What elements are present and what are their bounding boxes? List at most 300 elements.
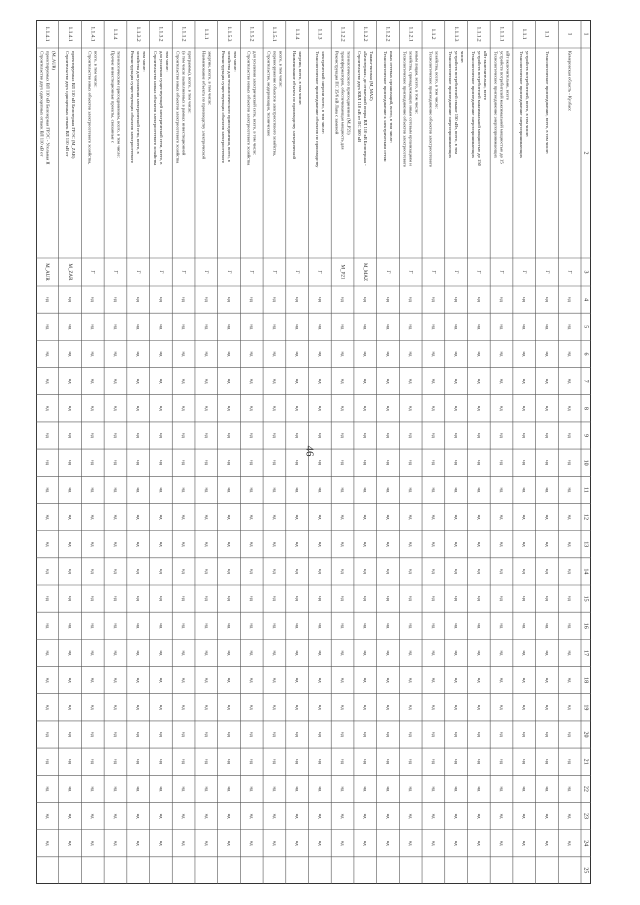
row-number: 1.1.4 — [293, 28, 300, 40]
row-name-line: Технологическое присоединение энергопринимающих — [493, 51, 499, 159]
row-number: 1.1.2.2 — [362, 26, 369, 42]
row-value: нд — [136, 460, 142, 466]
row-value: нд — [45, 813, 51, 819]
row-value: нд — [340, 623, 346, 629]
row-name-line: Тяжин-тяговая (М_МАZ) — [369, 51, 375, 101]
row-value: нд — [158, 378, 164, 384]
row-value: нд — [522, 759, 528, 765]
row-value: нд — [317, 351, 323, 357]
row-value: нд — [317, 677, 323, 683]
row-number: 1.1.5.3 — [225, 26, 232, 42]
row-value: нд — [295, 569, 301, 574]
row-value: нд — [522, 786, 528, 792]
row-value: нд — [408, 405, 414, 411]
header-cell: 25 — [582, 867, 589, 874]
row-name — [176, 51, 193, 163]
row-value: нд — [317, 623, 323, 629]
row-value: нд — [90, 487, 96, 493]
row-value: нд — [181, 840, 187, 846]
row-name-line: Прочие инвестиционные проекты, связанные с — [110, 51, 116, 143]
row-value: нд — [226, 596, 232, 601]
row-number: 1.1.2 — [430, 28, 437, 40]
row-value: нд — [454, 786, 460, 792]
row-value: нд — [226, 324, 232, 330]
row-value: нд — [431, 677, 437, 683]
row-value: нд — [385, 813, 391, 819]
row-value: нд — [317, 541, 323, 547]
row-value: нд — [249, 351, 255, 357]
row-value: нд — [454, 732, 460, 737]
row-value: нд — [544, 460, 550, 466]
row-value: нд — [158, 732, 164, 737]
row-value: нд — [158, 569, 164, 574]
row-value: нд — [499, 324, 505, 330]
row-value: нд — [113, 351, 119, 357]
row-code: Г — [407, 270, 413, 274]
row-value: нд — [544, 541, 550, 547]
row-value: нд — [385, 514, 391, 520]
row-value: нд — [272, 732, 278, 737]
row-value: нд — [136, 596, 142, 601]
row-value: нд — [567, 623, 573, 629]
row-name — [357, 51, 374, 166]
row-value: нд — [363, 650, 369, 656]
row-code: М_АUR — [44, 263, 50, 281]
row-value: нд — [567, 324, 573, 330]
row-value: нд — [476, 405, 482, 411]
row-value: нд — [181, 650, 187, 656]
row-value: нд — [226, 569, 232, 574]
row-value: нд — [499, 378, 505, 384]
row-value: нд — [181, 378, 187, 384]
row-value: нд — [454, 813, 460, 819]
row-value: нд — [454, 840, 460, 846]
row-value: нд — [204, 433, 210, 438]
row-name-line: Строительство двух одноцепных отпаек ВЛ 110 кВ от — [65, 51, 70, 157]
row-value: нд — [181, 541, 187, 547]
row-value: нд — [68, 677, 73, 683]
row-value: нд — [499, 840, 505, 846]
row-value: нд — [431, 324, 437, 330]
header-cell: 5 — [582, 325, 589, 329]
row-value: нд — [340, 514, 346, 520]
row-value: нд — [249, 487, 255, 493]
row-code: Г — [157, 270, 163, 274]
row-value: нд — [363, 297, 369, 302]
row-name-line: (М_АUR) — [51, 51, 57, 71]
header-cell: 14 — [582, 568, 589, 575]
row-value: нд — [272, 677, 278, 683]
row-value: нд — [385, 405, 391, 411]
row-code: М_ZAR — [66, 263, 72, 281]
row-value: нд — [363, 623, 369, 629]
row-value: нд — [385, 786, 391, 792]
row-value: нд — [295, 704, 301, 710]
row-value: нд — [249, 324, 255, 330]
row-name-line: электрической энергии всего, в том числе: — [320, 51, 326, 134]
row-value: нд — [272, 596, 278, 601]
row-value: нд — [226, 677, 232, 683]
row-value: нд — [295, 677, 301, 683]
row-value: нд — [385, 433, 391, 438]
row-number: 1.1.1.2 — [475, 26, 482, 42]
row-value: нд — [90, 324, 96, 330]
row-value: нд — [385, 840, 391, 846]
row-value: нд — [499, 405, 505, 411]
row-value: нд — [454, 378, 460, 384]
row-value: нд — [272, 840, 278, 846]
rotated-table-page — [36, 20, 591, 884]
row-value: нд — [567, 541, 573, 547]
row-value: нд — [567, 433, 573, 438]
row-value: нд — [295, 732, 301, 737]
row-value: нд — [249, 813, 255, 819]
row-value: нд — [544, 677, 550, 683]
row-name-line: Строительство двух КВЛ 110 кВ от ПС 500 кВ — [357, 51, 363, 143]
row-value: нд — [454, 487, 460, 493]
row-value: нд — [90, 623, 96, 629]
row-value: нд — [567, 840, 573, 846]
row-value: нд — [68, 351, 73, 357]
row-value: нд — [544, 759, 550, 765]
row-value: нд — [454, 324, 460, 330]
row-value: нд — [181, 677, 187, 683]
row-code: Г — [316, 270, 322, 274]
row-value: нд — [499, 623, 505, 629]
row-value: нд — [204, 759, 210, 765]
row-name-line: Технологическое присоединение, всего, в том числе: — [544, 51, 550, 155]
row-name-line: Технологическое присоединение энергопринимающих — [470, 51, 476, 159]
row-value: нд — [226, 351, 232, 357]
row-value: нд — [68, 487, 73, 493]
row-number: 1.1.3.2 — [157, 26, 164, 42]
row-value: нд — [408, 514, 414, 520]
header-cell: 20 — [582, 731, 589, 738]
row-value: нд — [499, 596, 505, 601]
row-value: нд — [522, 324, 528, 330]
row-value: нд — [90, 840, 96, 846]
row-value: нд — [136, 623, 142, 629]
row-value: нд — [158, 324, 164, 330]
header-cell: 11 — [582, 486, 589, 493]
row-value: нд — [454, 433, 460, 438]
row-value: нд — [158, 813, 164, 819]
row-name-line: устройств потребителей максимальной мощностью до 15 — [499, 51, 505, 164]
row-number: 1.1.4.1 — [89, 26, 96, 42]
row-value: нд — [317, 704, 323, 710]
row-value: нд — [204, 514, 210, 520]
row-value: нд — [204, 786, 210, 792]
row-value: нд — [454, 460, 460, 466]
header-cell: 1 — [582, 32, 589, 36]
row-value: нд — [113, 813, 119, 819]
row-value: нд — [363, 351, 369, 357]
header-cell: 21 — [582, 758, 589, 765]
row-value: нд — [408, 786, 414, 792]
row-value: нд — [295, 596, 301, 601]
row-value: нд — [181, 704, 187, 710]
row-value: нд — [272, 704, 278, 710]
row-value: нд — [272, 405, 278, 411]
row-value: нд — [499, 433, 505, 438]
row-name-line: кВт включительно, всего — [505, 51, 511, 101]
row-value: нд — [90, 460, 96, 466]
row-name-line: (в том числе выполненных в рамках инвестиционной — [181, 51, 187, 156]
row-value: нд — [90, 786, 96, 792]
row-name-line: хозяйства, принадлежащих иным сетевым организациям и — [408, 51, 414, 166]
row-value: нд — [158, 704, 164, 710]
row-value: нд — [90, 650, 96, 656]
row-value: нд — [544, 405, 550, 411]
row-value: нд — [476, 297, 482, 302]
row-code: Г — [566, 270, 572, 274]
row-value: нд — [431, 569, 437, 574]
row-value: нд — [136, 405, 142, 411]
row-value: нд — [544, 732, 550, 737]
row-name-line: хозяйства для технологического присоединения, всего, в — [226, 51, 232, 162]
row-value: нд — [68, 541, 73, 547]
row-name — [448, 51, 465, 159]
row-value: нд — [567, 460, 573, 466]
row-name-line: Технологическое присоединение энергопринимающих — [448, 51, 454, 159]
row-value: нд — [408, 460, 414, 466]
row-value: нд — [431, 351, 437, 357]
row-value: нд — [90, 514, 96, 520]
row-value: нд — [522, 596, 528, 601]
row-value: нд — [226, 840, 232, 846]
row-value: нд — [431, 813, 437, 819]
row-value: нд — [499, 732, 505, 737]
row-value: нд — [317, 297, 323, 302]
row-value: нд — [226, 813, 232, 819]
row-value: нд — [499, 569, 505, 574]
row-value: нд — [340, 786, 346, 792]
row-code: Г — [203, 270, 209, 274]
row-value: нд — [567, 677, 573, 683]
page-number: 46 — [303, 445, 316, 457]
row-value: нд — [340, 324, 346, 330]
row-value: нд — [158, 297, 164, 302]
row-value: нд — [476, 732, 482, 737]
row-value: нд — [113, 487, 119, 493]
row-name-line: всего, в том числе: — [93, 51, 99, 88]
row-value: нд — [45, 405, 51, 411]
row-code: Г — [248, 270, 254, 274]
row-value: нд — [181, 405, 187, 411]
row-value: нд — [317, 596, 323, 601]
row-value: нд — [158, 650, 164, 656]
row-value: нд — [295, 514, 301, 520]
row-value: нд — [158, 759, 164, 765]
row-value: нд — [340, 487, 346, 493]
row-value: нд — [317, 650, 323, 656]
row-value: нд — [408, 840, 414, 846]
row-value: нд — [567, 786, 573, 792]
row-value: нд — [136, 704, 142, 710]
row-value: нд — [431, 460, 437, 466]
row-value: нд — [295, 623, 301, 629]
row-value: нд — [249, 840, 255, 846]
row-value: нд — [454, 677, 460, 683]
row-value: нд — [363, 378, 369, 384]
row-name-line: Реконструкция существующих объектов электросетевого — [130, 51, 136, 164]
row-value: нд — [544, 433, 550, 438]
row-value: нд — [499, 487, 505, 493]
row-value: нд — [522, 541, 528, 547]
row-value: нд — [476, 541, 482, 547]
row-code: Г — [294, 270, 300, 274]
row-value: нд — [272, 324, 278, 330]
row-value: нд — [522, 351, 528, 357]
row-value: нд — [408, 324, 414, 330]
row-value: нд — [454, 704, 460, 710]
row-value: нд — [90, 677, 96, 683]
row-value: нд — [317, 487, 323, 493]
row-name — [403, 51, 420, 168]
row-value: нд — [476, 704, 482, 710]
row-name-line: том числе: — [164, 51, 170, 72]
row-value: нд — [45, 623, 51, 629]
row-value: нд — [204, 704, 210, 710]
row-value: нд — [476, 840, 482, 846]
row-value: нд — [499, 759, 505, 765]
header-cell: 17 — [582, 649, 589, 656]
row-value: нд — [226, 433, 232, 438]
row-value: нд — [158, 405, 164, 411]
row-value: нд — [158, 786, 164, 792]
row-value: нд — [249, 704, 255, 710]
row-value: нд — [567, 759, 573, 765]
row-value: нд — [385, 650, 391, 656]
row-value: нд — [567, 514, 573, 520]
row-value: нд — [45, 514, 51, 520]
row-code: М_Р21 — [339, 264, 345, 280]
row-value: нд — [181, 433, 187, 438]
row-value: нд — [272, 759, 278, 765]
row-value: нд — [499, 813, 505, 819]
row-name — [130, 51, 147, 164]
row-name — [471, 51, 488, 167]
row-value: нд — [340, 378, 346, 384]
row-value: нд — [385, 704, 391, 710]
header-cell: 9 — [582, 434, 589, 437]
row-value: нд — [226, 759, 232, 765]
row-value: нд — [113, 596, 119, 601]
row-name — [201, 51, 212, 160]
row-value: нд — [431, 704, 437, 710]
row-value: нд — [113, 433, 119, 438]
row-value: нд — [476, 514, 482, 520]
row-value: нд — [385, 487, 391, 493]
row-value: нд — [340, 677, 346, 683]
row-value: нд — [454, 569, 460, 574]
row-value: нд — [385, 324, 391, 330]
row-value: нд — [363, 460, 369, 466]
row-value: нд — [295, 378, 301, 384]
row-value: нд — [544, 514, 550, 520]
row-value: нд — [249, 569, 255, 574]
row-value: нд — [249, 623, 255, 629]
row-name-line: программы), всего, в том числе: — [187, 51, 193, 114]
row-value: нд — [544, 650, 550, 656]
row-value: нд — [181, 759, 187, 765]
row-value: нд — [476, 813, 482, 819]
row-value: нд — [408, 569, 414, 574]
row-value: нд — [295, 460, 301, 466]
row-name — [335, 51, 352, 150]
row-code: Г — [543, 270, 549, 274]
row-value: нд — [136, 569, 142, 574]
row-value: нд — [431, 732, 437, 737]
row-value: нд — [363, 405, 369, 411]
row-value: нд — [181, 732, 187, 737]
row-value: нд — [544, 840, 550, 846]
row-value: нд — [317, 569, 323, 574]
row-value: нд — [249, 732, 255, 737]
row-name — [428, 51, 439, 168]
row-value: нд — [90, 732, 96, 737]
row-value: нд — [363, 487, 369, 493]
row-value: нд — [408, 351, 414, 357]
row-value: нд — [317, 840, 323, 846]
row-value: нд — [431, 514, 437, 520]
row-value: нд — [158, 541, 164, 547]
row-name-line: Технологическое присоединение к электрическим сетям — [382, 51, 388, 162]
row-value: нд — [522, 460, 528, 466]
row-number: 1.1.2.1 — [407, 26, 414, 42]
row-number: 1 — [566, 32, 573, 36]
row-value: нд — [567, 487, 573, 493]
row-name-line: том числе: — [232, 51, 238, 72]
row-value: нд — [204, 596, 210, 601]
row-value: нд — [113, 786, 119, 792]
row-value: нд — [113, 405, 119, 411]
header-cell: 12 — [582, 514, 589, 521]
row-value: нд — [113, 704, 119, 710]
row-name-line: Технологическое присоединение объектов по производству — [314, 51, 320, 168]
row-value: нд — [363, 569, 369, 574]
row-value: нд — [113, 759, 119, 765]
row-value: нд — [68, 569, 73, 574]
row-name — [39, 51, 56, 165]
row-number: 1.1.1.2 — [180, 26, 187, 42]
row-name-line: всего, в том числе: — [278, 51, 284, 88]
row-value: нд — [408, 297, 414, 302]
header-cell: 2 — [582, 151, 589, 155]
row-value: нд — [363, 732, 369, 737]
row-code: Г — [271, 270, 277, 274]
header-cell: 10 — [582, 459, 589, 466]
row-value: нд — [431, 297, 437, 302]
row-value: нд — [385, 569, 391, 574]
row-value: нд — [317, 813, 323, 819]
row-name — [153, 51, 170, 165]
row-value: нд — [431, 623, 437, 629]
row-value: нд — [136, 541, 142, 547]
row-value: нд — [363, 433, 369, 438]
row-value: нд — [295, 759, 301, 765]
row-value: нд — [522, 813, 528, 819]
row-value: нд — [136, 650, 142, 656]
row-value: нд — [408, 650, 414, 656]
row-value: нд — [295, 541, 301, 547]
row-value: нд — [431, 650, 437, 656]
row-value: нд — [226, 487, 232, 493]
row-value: нд — [272, 297, 278, 302]
row-value: нд — [363, 596, 369, 601]
row-value: нд — [136, 732, 142, 737]
row-value: нд — [567, 732, 573, 737]
